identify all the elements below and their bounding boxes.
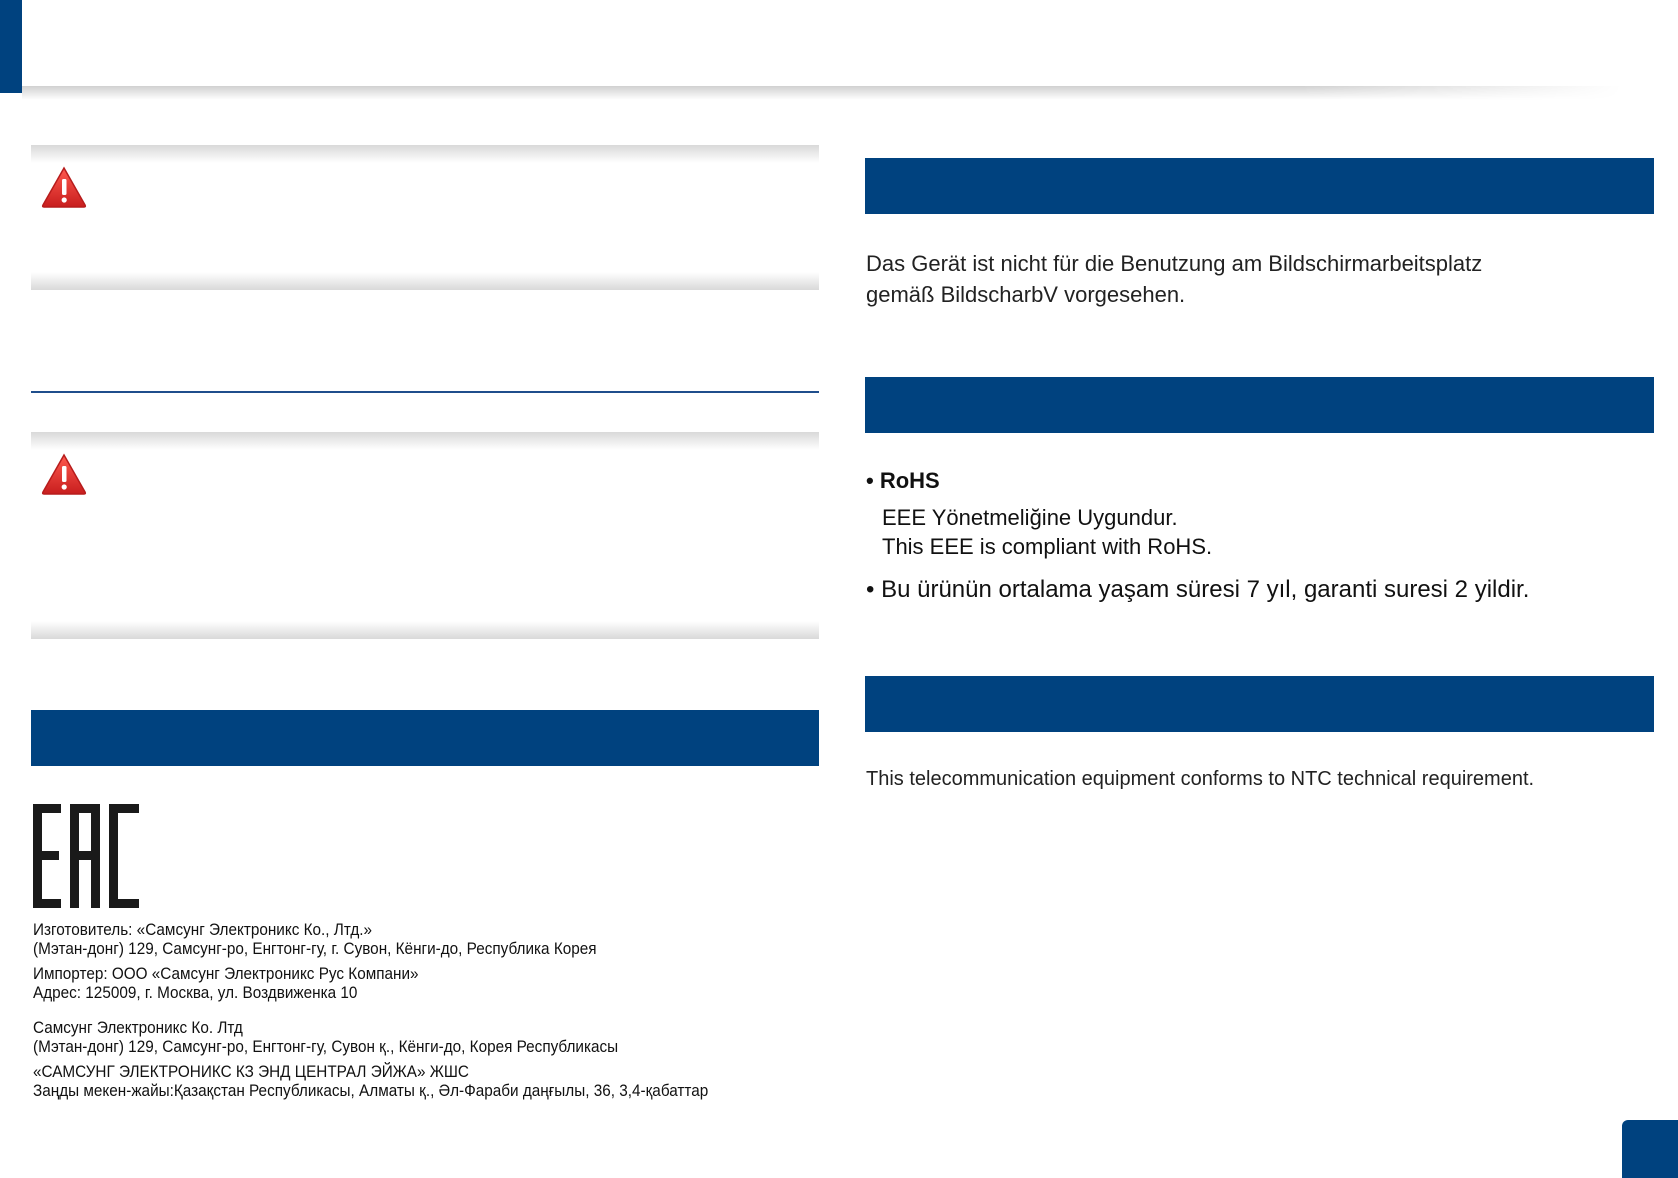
ntc-text: This telecommunication equipment conforms to NTC technical requirement. bbox=[866, 768, 1535, 790]
warning-triangle-icon bbox=[40, 452, 88, 496]
header-accent-bar bbox=[0, 0, 22, 93]
section-header-bar-germany bbox=[865, 158, 1654, 214]
importer-address: Адрес: 125009, г. Москва, ул. Воздвиженка 10 bbox=[33, 983, 358, 1002]
importer-text: Импортер: ООО «Самсунг Электроникс Рус Компани» bbox=[33, 964, 419, 983]
rohs-heading: RoHS bbox=[879, 468, 940, 493]
rohs-line-1: EEE Yönetmeliğine Uygundur. bbox=[882, 505, 1178, 530]
warning-box-2 bbox=[31, 432, 819, 639]
manufacturer-address: (Мэтан-донг) 129, Самсунг-ро, Енгтонг-гу, г. Сувон, Кёнги-до, Республика Корея bbox=[33, 939, 597, 958]
header-shadow-rule bbox=[22, 86, 1622, 100]
kz-partner-address: Заңды мекен-жайы:Қазақстан Республикасы, Алматы қ., Әл-Фараби даңғылы, 36, 3,4-қабаттар bbox=[33, 1081, 709, 1100]
section-header-bar-turkey bbox=[865, 377, 1654, 433]
rohs-line-2: This EEE is compliant with RoHS. bbox=[882, 534, 1213, 559]
kz-partner-text: «САМСУНГ ЭЛЕКТРОНИКС КЗ ЭНД ЦЕНТРАЛ ЭЙЖА» ЖШС bbox=[33, 1062, 469, 1081]
section-divider bbox=[31, 391, 819, 393]
lifetime-bullet bbox=[866, 576, 1529, 604]
section-header-bar-ntc bbox=[865, 676, 1654, 732]
german-notice bbox=[866, 248, 1646, 310]
page-number-badge bbox=[1622, 1120, 1678, 1178]
section-header-bar-eac bbox=[31, 710, 819, 766]
bullet-icon: • bbox=[866, 468, 880, 493]
warning-box-1 bbox=[31, 145, 819, 290]
warning-triangle-icon bbox=[40, 165, 88, 209]
lifetime-text: Bu ürünün ortalama yaşam süresi 7 yıl, garanti suresi 2 yildir. bbox=[881, 576, 1530, 603]
rohs-bullet bbox=[866, 468, 940, 494]
eac-logo bbox=[33, 804, 139, 908]
german-notice-line-2: gemäß BildscharbV vorgesehen. bbox=[866, 282, 1186, 307]
kz-company-text: Самсунг Электроникс Ко. Лтд bbox=[33, 1018, 243, 1037]
german-notice-line-1: Das Gerät ist nicht für die Benutzung am Bildschirmarbeitsplatz bbox=[866, 251, 1483, 276]
kz-company-address: (Мэтан-донг) 129, Самсунг-ро, Енгтонг-гу, Сувон қ., Кёнги-до, Корея Республикасы bbox=[33, 1037, 619, 1056]
bullet-icon: • bbox=[866, 576, 882, 603]
manufacturer-text: Изготовитель: «Самсунг Электроникс Ко., Лтд.» bbox=[33, 920, 373, 939]
